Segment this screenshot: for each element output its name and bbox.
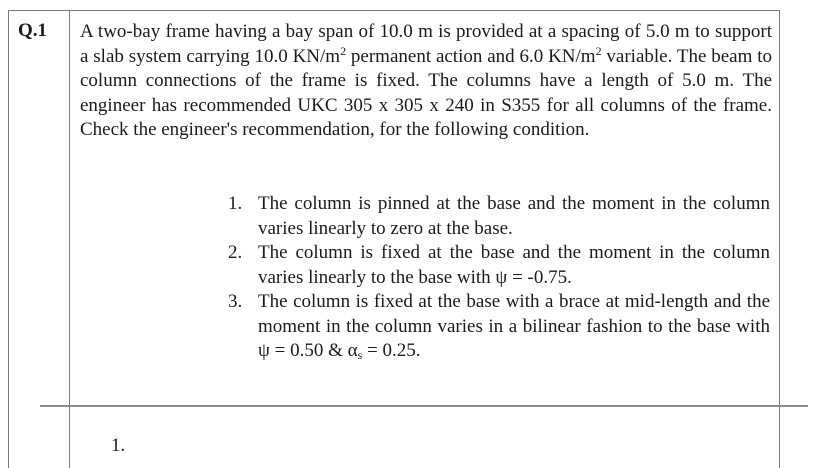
condition-item [228,241,770,290]
unit-superscript-2: 2 [595,43,602,58]
condition-item [228,290,770,364]
table-top-border [8,10,780,11]
question-text-part-3: variable. The beam to column connections of the frame is fixed. The columns have a length of 5.0 m. The engineer has recommended UKC 305 x 305 x 240 in S355 for all columns of the frame. Check the engineer's recommendation, for the following condition. [80,45,772,140]
condition-text: The column is fixed at the base and the moment in the column varies linearly to the base with ψ = -0.75. [258,242,770,288]
condition-text-end: = 0.25. [362,340,421,361]
answer-number: 1. [111,435,126,456]
table-left-border [8,10,9,468]
condition-text: The column is pinned at the base and the moment in the column varies linearly to zero at the base. [258,193,770,239]
question-text-part-1: A two-bay frame having a bay span of 10.0 m is provided at a spacing of 5.0 m to support a slab system carrying 10.0 KN/m [80,21,772,67]
condition-number: 1. [228,193,243,214]
condition-number: 3. [228,291,243,312]
question-number: Q.1 [18,20,48,41]
condition-list [228,192,770,364]
condition-text: The column is fixed at the base with a brace at mid-length and the moment in the column varies in a bilinear fashion to the base with ψ = 0.50 & α [258,291,770,361]
unit-superscript-1: 2 [340,43,347,58]
table-right-border [779,10,780,468]
row-separator [40,405,808,407]
alpha-subscript: s [357,348,363,362]
condition-number: 2. [228,242,243,263]
condition-item [228,192,770,241]
table-column-divider [69,10,70,468]
question-text [80,20,772,143]
question-text-part-2: permanent action and 6.0 KN/m [346,45,596,67]
